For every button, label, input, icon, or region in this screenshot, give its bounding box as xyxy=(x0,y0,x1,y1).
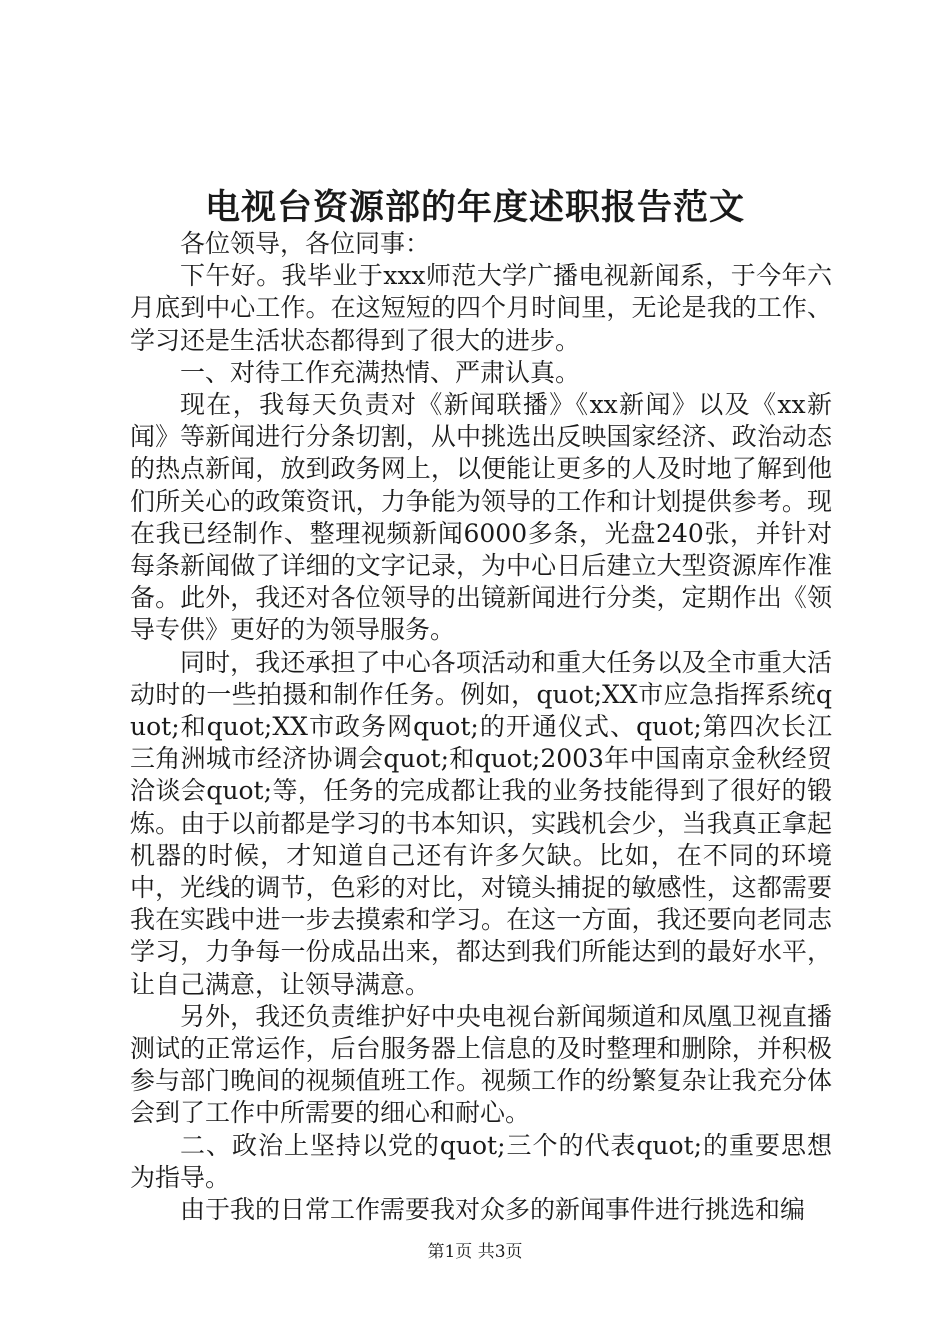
paragraph-greeting: 各位领导，各位同事： xyxy=(180,229,431,258)
document-body xyxy=(130,228,832,1226)
paragraph-events: 同时，我还承担了中心各项活动和重大任务以及全市重大活动时的一些拍摄和制作任务。例如，quot;XX市应急指挥系统quot;和quot;XX市政务网quot;的开通仪式、quot;第四次长江三角洲城市经济协调会quot;和quot;2003年中国南京金秋经贸洽谈会quot;等，任务的完成都让我的业务技能得到了很好的锻炼。由于以前都是学习的书本知识，实践机会少，当我真正拿起机器的时候，才知道自己还有许多欠缺。比如，在不同的环境中，光线的调节，色彩的对比，对镜头捕捉的敏感性，这都需要我在实践中进一步去摸索和学习。在这一方面，我还要向老同志学习，力争每一份成品出来，都达到我们所能达到的最好水平，让自己满意，让领导满意。 xyxy=(130,647,832,999)
page-number-footer: 第1页 共3页 xyxy=(427,1242,523,1262)
section-heading-2: 二、政治上坚持以党的quot;三个的代表quot;的重要思想为指导。 xyxy=(130,1130,832,1192)
section-heading-1: 一、对待工作充满热情、严肃认真。 xyxy=(180,357,581,387)
paragraph-intro: 下午好。我毕业于xxx师范大学广播电视新闻系，于今年六月底到中心工作。在这短短的四个月时间里，无论是我的工作、学习还是生活状态都得到了很大的进步。 xyxy=(130,261,832,355)
document-title: 电视台资源部的年度述职报告范文 xyxy=(204,187,745,228)
paragraph-continued: 由于我的日常工作需要我对众多的新闻事件进行挑选和编 xyxy=(180,1195,806,1225)
paragraph-news-work: 现在，我每天负责对《新闻联播》《xx新闻》以及《xx新闻》等新闻进行分条切割，从中挑选出反映国家经济、政治动态的热点新闻，放到政务网上，以便能让更多的人及时地了解到他们所关心的政策资讯，力争能为领导的工作和计划提供参考。现在我已经制作、整理视频新闻6000多条，光盘240张，并针对每条新闻做了详细的文字记录，为中心日后建立大型资源库作准备。此外，我还对各位领导的出镜新闻进行分类，定期作出《领导专供》更好的为领导服务。 xyxy=(130,390,832,645)
paragraph-maintenance: 另外，我还负责维护好中央电视台新闻频道和凤凰卫视直播测试的正常运作，后台服务器上信息的及时整理和删除，并积极参与部门晚间的视频值班工作。视频工作的纷繁复杂让我充分体会到了工作中所需要的细心和耐心。 xyxy=(130,1001,832,1128)
